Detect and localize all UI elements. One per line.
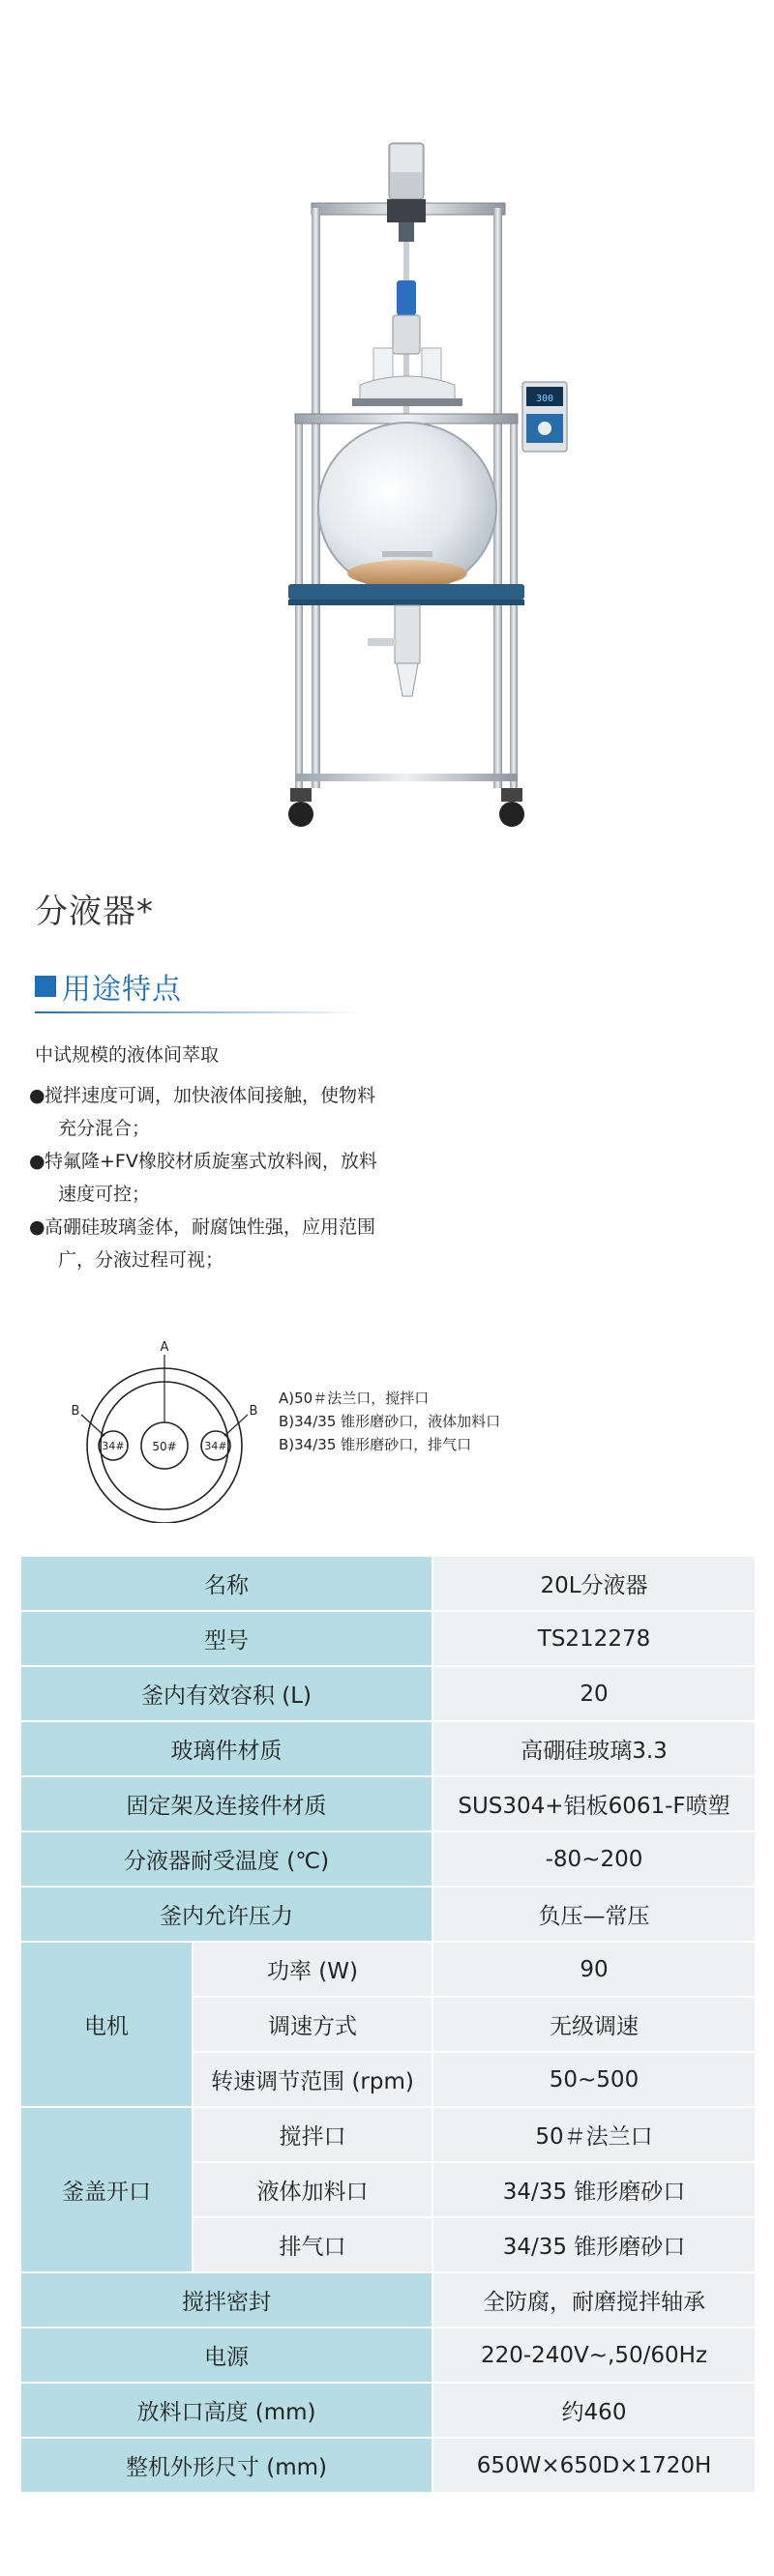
spec-value: 无级调速 [432,1997,756,2052]
spec-value: 负压—常压 [432,1887,756,1942]
spec-subkey: 功率 (W) [193,1942,432,1997]
table-row [20,1942,756,1997]
feature-item [29,1079,445,1145]
table-row [20,1556,756,1611]
feature-line: 广，分液过程可视； [58,1249,224,1271]
page-title: 分液器* [35,893,154,931]
label-a: A [160,1340,169,1355]
table-row [20,2383,756,2438]
spec-value: TS212278 [432,1611,756,1666]
caster-right [499,802,524,827]
table-row [20,2107,756,2162]
section-marker [35,976,56,997]
legend-item: B)34/35 锥形磨砂口，液体加料口 [279,1413,501,1430]
spec-value: 全防腐，耐磨搅拌轴承 [432,2272,756,2327]
section-label: 用途特点 [62,973,182,1007]
port-left-label: 34# [102,1440,125,1452]
platform [288,584,524,600]
caster-left [288,802,313,827]
port-diagram [68,1339,261,1523]
spec-group-ports: 釜盖开口 [20,2107,193,2272]
spec-key: 分液器耐受温度 (℃) [20,1831,432,1887]
table-row [20,2438,756,2493]
table-row [20,1831,756,1887]
feature-line: 高硼硅玻璃釜体，耐腐蚀性强，应用范围 [45,1216,376,1238]
bullet-icon: ● [29,1216,45,1238]
spec-value: SUS304+铝板6061-F喷塑 [432,1776,756,1831]
intro-text: 中试规模的液体间萃取 [35,1044,220,1066]
section-underline [35,1011,364,1013]
spec-value: 约460 [432,2383,756,2438]
spec-value: -80~200 [432,1831,756,1887]
spec-key: 釜内有效容积 (L) [20,1666,432,1721]
table-row [20,1721,756,1776]
spec-value: 50＃法兰口 [432,2107,756,2162]
bullet-icon: ● [29,1085,45,1106]
table-row [20,2327,756,2383]
spec-subkey: 转速调节范围 (rpm) [193,2052,432,2107]
feature-item [29,1145,445,1211]
port-legend [279,1387,500,1456]
spec-table [19,1555,757,2494]
table-row [20,1611,756,1666]
spec-value: 34/35 锥形磨砂口 [432,2217,756,2272]
feature-line: 速度可控； [58,1184,151,1205]
feature-list [29,1079,445,1276]
port-center-label: 50# [152,1440,177,1453]
spec-group-motor: 电机 [20,1942,193,2107]
spec-key: 整机外形尺寸 (mm) [20,2438,432,2493]
product-image [0,0,774,870]
spec-subkey: 液体加料口 [193,2162,432,2217]
label-b-left: B [71,1404,80,1419]
spec-key: 放料口高度 (mm) [20,2383,432,2438]
feature-line: 搅拌速度可调，加快液体间接触，使物料 [45,1085,376,1106]
table-row [20,1887,756,1942]
bullet-icon: ● [29,1151,45,1172]
spec-key: 型号 [20,1611,432,1666]
feature-item [29,1211,445,1276]
spec-value: 高硼硅玻璃3.3 [432,1721,756,1776]
table-row [20,1776,756,1831]
spec-value: 20L分液器 [432,1556,756,1611]
table-row [20,2272,756,2327]
spec-key: 固定架及连接件材质 [20,1776,432,1831]
spec-key: 釜内允许压力 [20,1887,432,1942]
label-b-right: B [249,1404,258,1419]
spec-value: 220-240V~,50/60Hz [432,2327,756,2383]
spec-subkey: 调速方式 [193,1997,432,2052]
spec-key: 玻璃件材质 [20,1721,432,1776]
feature-line: 充分混合； [58,1118,151,1139]
spec-value: 650W×650D×1720H [432,2438,756,2493]
feature-line: 特氟隆+FV橡胶材质旋塞式放料阀，放料 [45,1151,377,1172]
spec-subkey: 搅拌口 [193,2107,432,2162]
spec-subkey: 排气口 [193,2217,432,2272]
port-right-label: 34# [204,1440,227,1452]
legend-item: A)50＃法兰口，搅拌口 [279,1390,430,1407]
spec-value: 50~500 [432,2052,756,2107]
spec-key: 电源 [20,2327,432,2383]
section-heading [35,967,182,1006]
spec-value: 34/35 锥形磨砂口 [432,2162,756,2217]
spec-key: 搅拌密封 [20,2272,432,2327]
table-row [20,1666,756,1721]
spec-value: 90 [432,1942,756,1997]
spec-value: 20 [432,1666,756,1721]
coupler [397,280,416,315]
spec-key: 名称 [20,1556,432,1611]
legend-item: B)34/35 锥形磨砂口，排气口 [279,1436,472,1453]
svg-text:300: 300 [535,394,554,404]
